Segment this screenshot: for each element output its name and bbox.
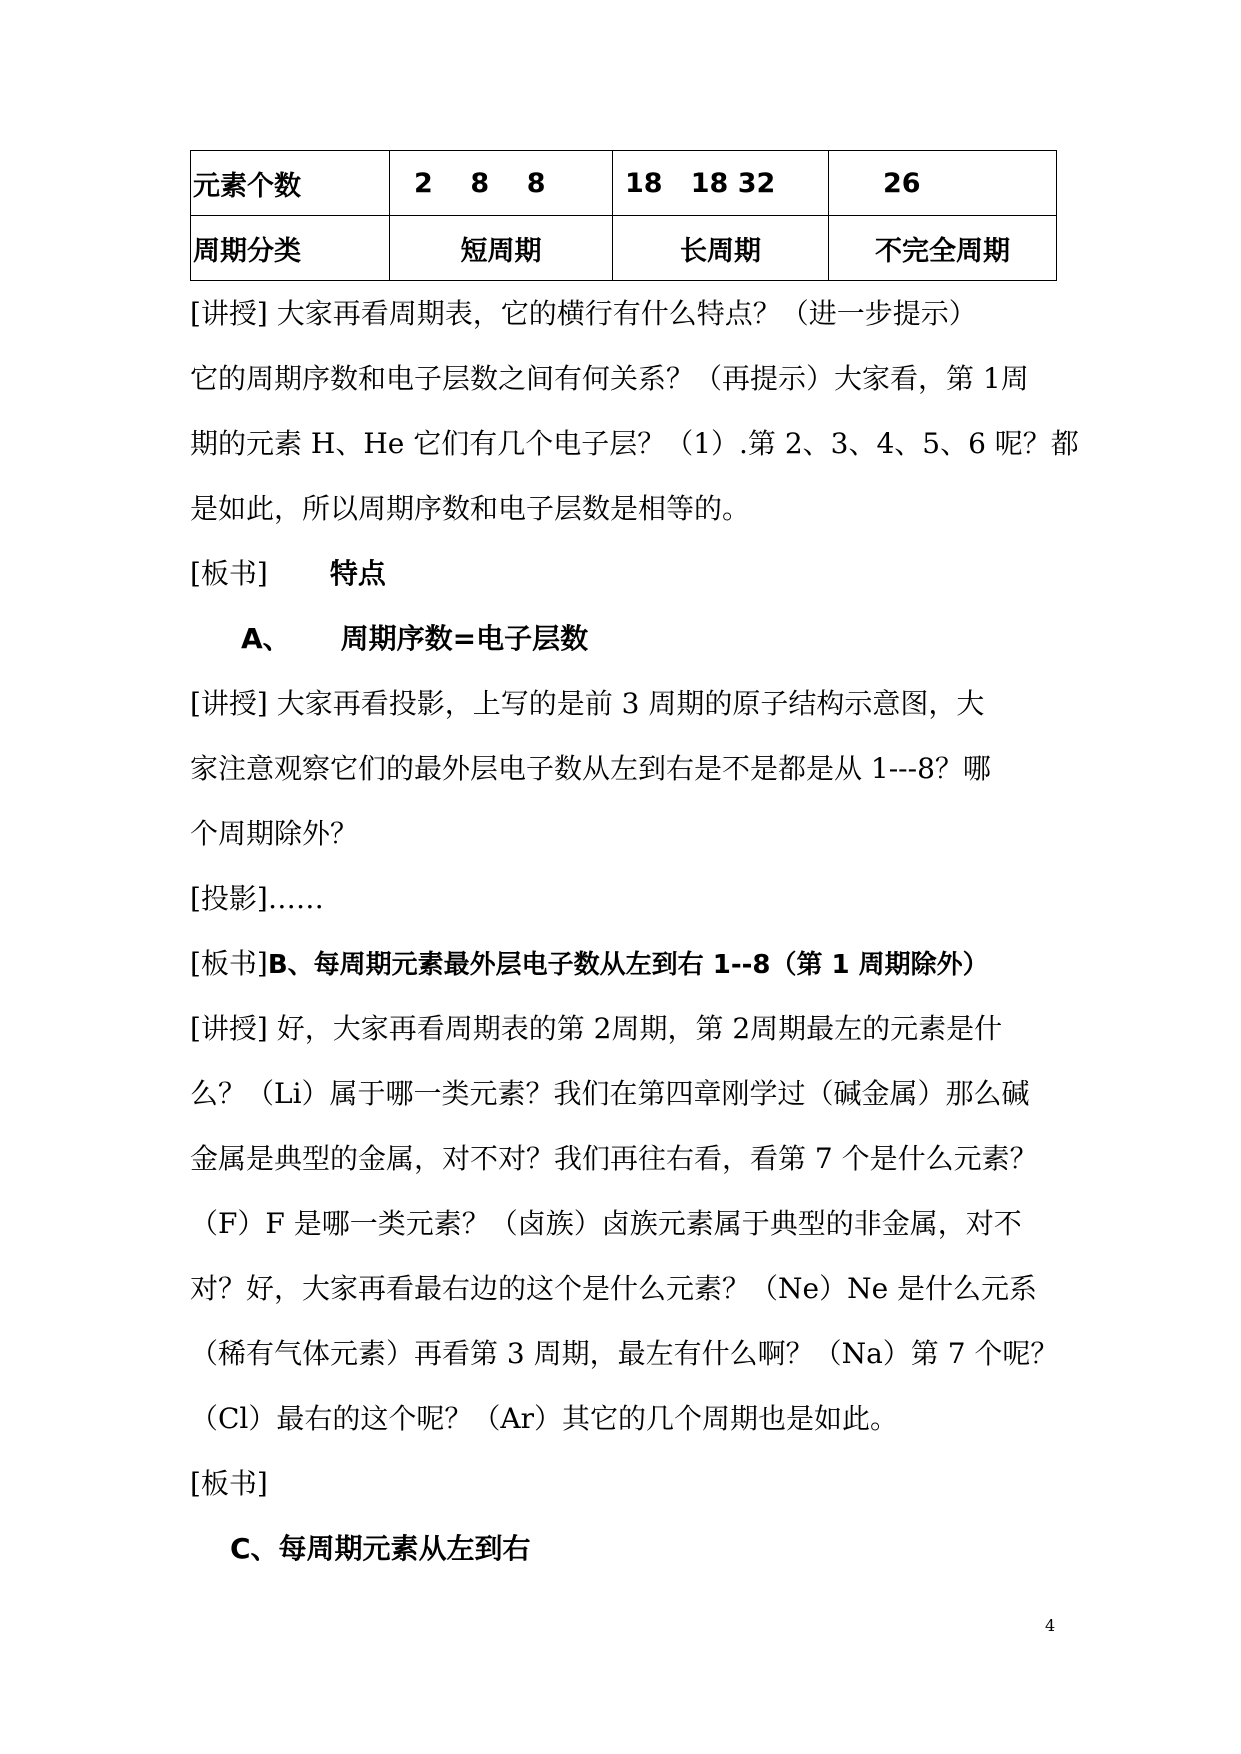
board-heading: [190, 946, 989, 983]
text-line: 它的周期序数和电子层数之间有何关系？（再提示）大家看，第 1周: [190, 362, 1029, 395]
text-line: 么？（Li）属于哪一类元素？我们在第四章刚学过（碱金属）那么碱: [190, 1077, 1030, 1110]
text-line: [讲授] 大家再看周期表，它的横行有什么特点？（进一步提示）: [190, 297, 977, 330]
board-text: B、每周期元素最外层电子数从左到右 1--8（第 1 周期除外）: [267, 950, 989, 980]
table-cell: 18 18 32: [613, 151, 829, 216]
table-row: [191, 151, 1057, 216]
table-row: [191, 216, 1057, 281]
text-line: （F）F 是哪一类元素？（卤族）卤族元素属于典型的非金属，对不: [190, 1207, 1022, 1240]
text-line: 个周期除外？: [190, 817, 359, 850]
point-label: A、: [241, 622, 291, 655]
text-line: （Cl）最右的这个呢？（Ar）其它的几个周期也是如此。: [190, 1402, 898, 1435]
point-text: 周期序数=电子层数: [340, 622, 589, 655]
table-cell: 长周期: [613, 216, 829, 281]
table-cell: 2 8 8: [390, 151, 613, 216]
text-line: [板书]: [190, 1467, 268, 1500]
table-cell: 短周期: [390, 216, 613, 281]
table-cell: 周期分类: [191, 216, 390, 281]
text-line: 是如此，所以周期序数和电子层数是相等的。: [190, 492, 751, 525]
text-line: [讲授] 好，大家再看周期表的第 2周期，第 2周期最左的元素是什: [190, 1012, 1003, 1045]
point-a: [241, 621, 588, 657]
text-line: 金属是典型的金属，对不对？我们再往右看，看第 7 个是什么元素？: [190, 1142, 1038, 1175]
text-line: [投影]……: [190, 882, 324, 915]
text-line: 对？好，大家再看最右边的这个是什么元素？（Ne）Ne 是什么元系: [190, 1272, 1038, 1305]
text-line: [讲授] 大家再看投影，上写的是前 3 周期的原子结构示意图，大: [190, 687, 985, 720]
text-line: 期的元素 H、He 它们有几个电子层？（1）.第 2、3、4、5、6 呢？都: [190, 427, 1079, 460]
point-c: C、每周期元素从左到右: [230, 1532, 531, 1565]
page-number: 4: [1045, 1616, 1056, 1635]
board-text: 特点: [329, 557, 386, 590]
text-line: 家注意观察它们的最外层电子数从左到右是不是都是从 1---8？哪: [190, 752, 991, 785]
table-cell: 元素个数: [191, 151, 390, 216]
section-tag: [板书]: [190, 557, 268, 590]
table-cell: 26: [829, 151, 1057, 216]
table-cell: 不完全周期: [829, 216, 1057, 281]
text-line: （稀有气体元素）再看第 3 周期，最左有什么啊？（Na）第 7 个呢？: [190, 1337, 1059, 1370]
period-summary-table: [190, 150, 1057, 281]
board-heading: [190, 556, 386, 592]
section-tag: [板书]: [190, 947, 268, 980]
